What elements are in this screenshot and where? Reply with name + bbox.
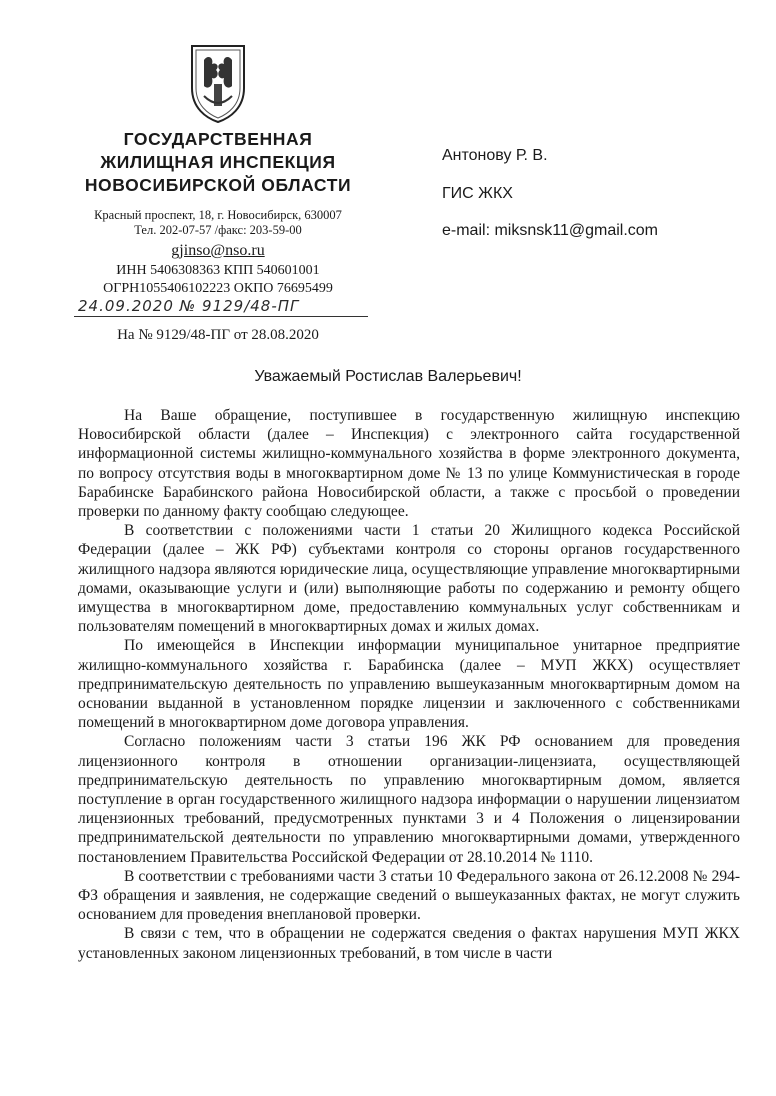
organization-title-line: ЖИЛИЩНАЯ ИНСПЕКЦИЯ: [100, 152, 336, 172]
organization-title-line: ГОСУДАРСТВЕННАЯ: [123, 129, 313, 149]
recipient-name: Антонову Р. В.: [442, 147, 548, 164]
body-paragraph: На Ваше обращение, поступившее в государственную жилищную инспекцию Новосибирской области (далее – Инспекция) с электронного сайта государственной информационной системы жилищно-коммунального хозяйства в форме электронного документа, по вопросу отсутствия воды в многоквартирном доме № 13 по улице Коммунистическая в городе Барабинске Барабинского района Новосибирской области, а также с просьбой о проведении проверки по данному факту сообщаю следующее.: [78, 407, 740, 521]
recipient-system: ГИС ЖКХ: [442, 185, 513, 202]
greeting: Уважаемый Ростислав Валерьевич!: [254, 368, 522, 385]
organization-ogrn: ОГРН1055406102223 ОКПО 76695499: [103, 281, 333, 296]
organization-email: gjinso@nso.ru: [171, 242, 265, 259]
organization-title: [72, 128, 364, 197]
organization-inn: ИНН 5406308363 КПП 540601001: [116, 263, 320, 278]
letter-body: [78, 406, 740, 963]
body-paragraph: По имеющейся в Инспекции информации муниципальное унитарное предприятие жилищно-коммунального хозяйства г. Барабинска (далее – МУП ЖКХ) осуществляет предпринимательскую деятельность по управлению вышеуказанным многоквартирным домом на основании выданной в установленном порядке лицензии и заключенного с собственниками помещений в многоквартирном доме договора управления.: [78, 637, 740, 732]
organization-title-line: НОВОСИБИРСКОЙ ОБЛАСТИ: [84, 175, 352, 195]
handwritten-date-number: 24.09.2020 № 9129/48-ПГ: [74, 296, 368, 317]
body-paragraph: В соответствии с положениями части 1 статьи 20 Жилищного кодекса Российской Федерации (далее – ЖК РФ) субъектами контроля со стороны органов государственного жилищного надзора являются юридические лица, осуществляющие управление многоквартирными домами, оказывающие услуги и (или) выполняющие работы по содержанию и ремонту общего имущества в многоквартирном доме, предоставлению коммунальных услуг собственникам и пользователям помещений в многоквартирных домах и жилых домах.: [78, 522, 740, 636]
coat-of-arms-icon: [186, 40, 250, 124]
organization-phone: Тел. 202-07-57 /факс: 203-59-00: [134, 223, 302, 237]
body-paragraph: В соответствии с требованиями части 3 статьи 10 Федерального закона от 26.12.2008 № 294-ФЗ обращения и заявления, не содержащие сведений о вышеуказанных фактах, не могут служить основанием для проведения внеплановой проверки.: [78, 867, 740, 924]
body-paragraph: Согласно положениям части 3 статьи 196 ЖК РФ основанием для проведения лицензионного контроля в отношении организации-лицензиата, осуществляющей предпринимательскую деятельность по управлению многоквартирным домом, является поступление в орган государственного жилищного надзора информации о нарушении лицензиатом лицензионных требований, предусмотренных пунктами 3 и 4 Положения о лицензировании предпринимательской деятельности по управлению многоквартирными домами, утвержденного постановлением Правительства Российской Федерации от 28.10.2014 № 1110.: [78, 733, 740, 866]
organization-address: Красный проспект, 18, г. Новосибирск, 630007: [94, 208, 342, 222]
body-paragraph: В связи с тем, что в обращении не содержатся сведения о фактах нарушения МУП ЖКХ установленных законом лицензионных требований, в том числе в части: [78, 925, 740, 962]
reference-number: На № 9129/48-ПГ от 28.08.2020: [117, 327, 319, 343]
recipient-email: e-mail: miksnsk11@gmail.com: [442, 222, 658, 239]
